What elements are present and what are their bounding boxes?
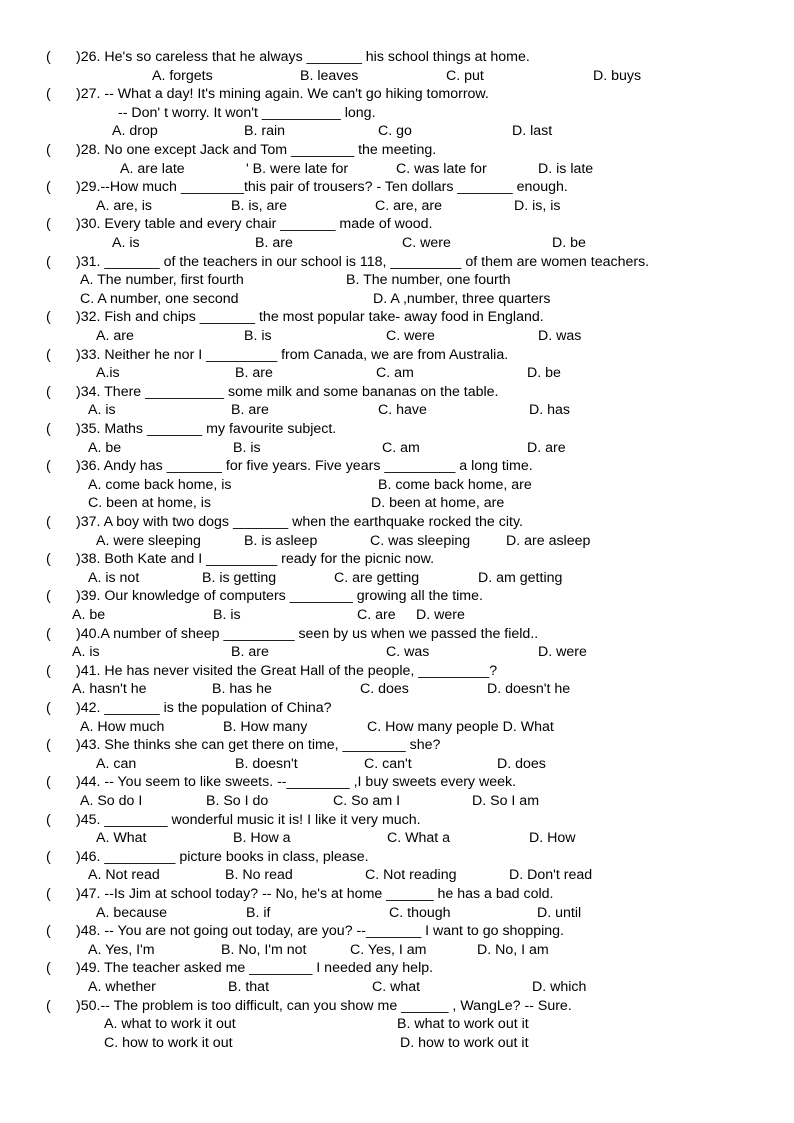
question-line (0, 587, 794, 606)
answer-option[interactable]: A. What (96, 830, 147, 847)
answer-option[interactable]: C. Yes, I am (350, 941, 427, 958)
question-text: )31. _______ of the teachers in our school is 118, _________ of them are women teachers. (76, 253, 650, 270)
answer-option[interactable]: C. been at home, is (88, 495, 212, 512)
answer-option[interactable]: D. which (532, 978, 587, 995)
question-line (0, 48, 794, 67)
answer-option[interactable]: A. hasn't he (72, 681, 147, 698)
question-item (0, 178, 794, 215)
answer-option[interactable]: D. were (538, 644, 587, 661)
answer-option[interactable]: D. been at home, are (371, 495, 505, 512)
answer-option[interactable]: D. buys (593, 67, 642, 84)
question-text: )29.--How much ________this pair of trousers? - Ten dollars _______ enough. (76, 179, 568, 196)
question-text: )42. _______ is the population of China? (76, 700, 332, 716)
answer-option[interactable]: B. is (213, 606, 241, 623)
answer-option[interactable]: C. are getting (334, 569, 420, 586)
answer-paren[interactable]: ( (46, 588, 51, 605)
answer-option[interactable]: C. were (386, 327, 435, 344)
answer-option[interactable]: A. drop (112, 123, 158, 140)
question-text: )28. No one except Jack and Tom ________ the meeting. (76, 142, 437, 158)
question-text: )43. She thinks she can get there on time, ________ she? (76, 737, 441, 754)
answer-option[interactable]: D. has (529, 402, 571, 419)
answer-option[interactable]: B. is getting (202, 569, 277, 586)
answer-option[interactable]: A. were sleeping (96, 532, 201, 549)
answer-option[interactable]: D. be (552, 234, 586, 251)
answer-option[interactable]: C. does (360, 681, 409, 698)
answer-option[interactable]: A. what to work it out (104, 1016, 236, 1033)
answer-paren[interactable]: ( (46, 886, 51, 902)
question-text: )27. -- What a day! It's mining again. We can't go hiking tomorrow. (76, 86, 489, 103)
answer-option[interactable]: A. is (112, 234, 140, 251)
question-line (0, 253, 794, 272)
answer-paren[interactable]: ( (46, 625, 51, 642)
answer-option[interactable]: A. be (72, 606, 106, 623)
answer-option[interactable]: C. can't (364, 755, 412, 772)
question-line (0, 699, 794, 718)
answer-option[interactable]: B. that (228, 978, 270, 995)
question-text: )47. --Is Jim at school today? -- No, he's at home ______ he has a bad cold. (76, 886, 554, 902)
answer-option[interactable]: D. last (512, 123, 553, 140)
question-item (0, 848, 794, 885)
answer-option[interactable]: C. are, are (375, 197, 443, 214)
question-subline (0, 104, 794, 123)
question-item (0, 457, 794, 513)
question-line (0, 215, 794, 234)
question-text: )32. Fish and chips _______ the most popular take- away food in England. (76, 309, 544, 326)
answer-option[interactable]: C. am (376, 365, 414, 382)
answer-option[interactable]: D. doesn't he (487, 681, 571, 698)
answer-paren[interactable]: ( (46, 421, 51, 437)
answer-option[interactable]: A. are, is (96, 197, 152, 214)
question-line (0, 420, 794, 439)
question-item (0, 215, 794, 252)
question-line (0, 922, 794, 941)
answer-option[interactable]: B. what to work out it (397, 1016, 529, 1033)
answer-option[interactable]: A. The number, first fourth (80, 272, 244, 289)
answer-paren[interactable]: ( (46, 774, 51, 791)
answer-option[interactable]: A. be (88, 439, 122, 456)
answer-option[interactable]: D. be (527, 365, 561, 382)
answer-option[interactable]: A.is (96, 365, 120, 382)
answer-paren[interactable]: ( (46, 346, 51, 363)
answer-paren[interactable]: ( (46, 514, 51, 530)
answer-option[interactable]: B. is (233, 439, 261, 456)
question-line (0, 550, 794, 569)
question-line (0, 308, 794, 327)
question-text: )38. Both Kate and I _________ ready for the picnic now. (76, 551, 435, 568)
answer-option[interactable]: C. A number, one second (80, 290, 239, 307)
question-item (0, 346, 794, 383)
question-text: )35. Maths _______ my favourite subject. (76, 421, 337, 437)
answer-option[interactable]: D. is late (538, 160, 594, 177)
answer-option[interactable]: B. if (246, 904, 271, 921)
answer-paren[interactable]: ( (46, 383, 51, 400)
answer-option[interactable]: D. How (529, 830, 576, 847)
answer-paren[interactable]: ( (46, 960, 51, 977)
answer-option[interactable]: ' B. were late for (246, 160, 349, 177)
question-line (0, 141, 794, 160)
answer-option[interactable]: D. was (538, 327, 582, 344)
answer-paren[interactable]: ( (46, 923, 51, 940)
answer-option[interactable]: D. are asleep (506, 532, 591, 549)
question-item (0, 587, 794, 624)
answer-paren[interactable]: ( (46, 458, 51, 475)
answer-option[interactable]: C. how to work it out (104, 1034, 233, 1051)
question-item (0, 811, 794, 848)
question-line (0, 625, 794, 644)
answer-option[interactable]: B. doesn't (235, 755, 298, 772)
answer-option[interactable]: C. have (378, 402, 427, 419)
answer-option[interactable]: D. how to work out it (400, 1034, 529, 1051)
answer-option[interactable]: A. forgets (152, 67, 213, 84)
answer-paren[interactable]: ( (46, 700, 51, 716)
question-item (0, 383, 794, 420)
answer-option[interactable]: B. is asleep (244, 532, 318, 549)
question-item (0, 308, 794, 345)
answer-option[interactable]: A. because (96, 904, 167, 921)
question-text: )26. He's so careless that he always _______ his school things at home. (76, 49, 530, 65)
question-line (0, 848, 794, 867)
answer-option[interactable]: A. is (72, 644, 100, 661)
answer-option[interactable]: C. was sleeping (370, 532, 471, 549)
answer-option[interactable]: D. No, I am (477, 941, 549, 958)
answer-option[interactable]: D. A ,number, three quarters (373, 290, 551, 307)
question-text: )37. A boy with two dogs _______ when the earthquake rocked the city. (76, 514, 523, 530)
question-line (0, 178, 794, 197)
question-item (0, 48, 794, 85)
answer-option[interactable]: D. does (497, 755, 546, 772)
answer-paren[interactable]: ( (46, 848, 51, 865)
answer-option[interactable]: B. So I do (206, 792, 269, 809)
question-item (0, 773, 794, 810)
answer-option[interactable]: D. were (416, 606, 465, 623)
answer-paren[interactable]: ( (46, 737, 51, 754)
answer-option[interactable]: D. is, is (514, 197, 561, 214)
answer-option[interactable]: B. The number, one fourth (346, 272, 511, 289)
answer-option[interactable]: C. are (357, 606, 396, 623)
answer-option[interactable]: B. are (235, 365, 273, 382)
answer-option[interactable]: B. leaves (300, 67, 359, 84)
question-item (0, 662, 794, 699)
question-line (0, 383, 794, 402)
answer-option[interactable]: C. what (372, 978, 421, 995)
question-item (0, 253, 794, 309)
answer-option[interactable]: A. whether (88, 978, 156, 995)
answer-option[interactable]: A. is not (88, 569, 140, 586)
question-text: )36. Andy has _______ for five years. Five years _________ a long time. (76, 458, 533, 475)
answer-option[interactable]: D. Don't read (509, 867, 593, 884)
answer-paren[interactable]: ( (46, 253, 51, 270)
question-text: -- Don' t worry. It won't __________ long. (118, 104, 376, 121)
answer-option[interactable]: A. is (88, 402, 116, 419)
question-line (0, 457, 794, 476)
answer-paren[interactable]: ( (46, 811, 51, 828)
question-text: )46. _________ picture books in class, please. (76, 848, 369, 865)
answer-option[interactable]: C. What a (387, 830, 451, 847)
answer-paren[interactable]: ( (46, 216, 51, 233)
answer-option[interactable]: B. come back home, are (378, 476, 532, 493)
answer-option[interactable]: C. though (389, 904, 451, 921)
question-line (0, 885, 794, 904)
answer-option[interactable]: A. Not read (88, 867, 160, 884)
question-text: )48. -- You are not going out today, are you? --_______ I want to go shopping. (76, 923, 564, 940)
question-text: )40.A number of sheep _________ seen by us when we passed the field.. (76, 625, 539, 642)
question-item (0, 922, 794, 959)
answer-option[interactable]: A. are (96, 327, 134, 344)
answer-option[interactable]: A. can (96, 755, 137, 772)
question-line (0, 773, 794, 792)
answer-paren[interactable]: ( (46, 997, 51, 1014)
question-line (0, 997, 794, 1016)
answer-paren[interactable]: ( (46, 86, 51, 103)
question-item (0, 420, 794, 457)
answer-option[interactable]: D. are (527, 439, 566, 456)
question-text: )45. ________ wonderful music it is! I like it very much. (76, 811, 421, 828)
question-item (0, 141, 794, 178)
answer-option[interactable]: B. rain (244, 123, 286, 140)
answer-paren[interactable]: ( (46, 551, 51, 568)
question-item (0, 736, 794, 773)
question-item (0, 699, 794, 736)
answer-option[interactable]: A. are late (120, 160, 185, 177)
question-text: )41. He has never visited the Great Hall of the people, _________? (76, 662, 498, 679)
question-text: )33. Neither he nor I _________ from Canada, we are from Australia. (76, 346, 509, 363)
answer-paren[interactable]: ( (46, 142, 51, 158)
answer-option[interactable]: B. How many (223, 718, 308, 735)
question-line (0, 346, 794, 365)
answer-paren[interactable]: ( (46, 49, 51, 65)
question-line (0, 513, 794, 532)
question-text: )30. Every table and every chair _______ made of wood. (76, 216, 433, 233)
question-item (0, 550, 794, 587)
answer-option[interactable]: C. How many people D. What (367, 718, 554, 735)
question-item (0, 959, 794, 996)
question-line (0, 85, 794, 104)
question-text: )50.-- The problem is too difficult, can you show me ______ , WangLe? -- Sure. (76, 997, 572, 1014)
answer-paren[interactable]: ( (46, 662, 51, 679)
answer-option[interactable]: B. No read (225, 867, 293, 884)
answer-option[interactable]: B. No, I'm not (221, 941, 307, 958)
answer-option[interactable]: C. am (382, 439, 420, 456)
answer-option[interactable]: B. has he (212, 681, 272, 698)
question-item (0, 997, 794, 1053)
answer-option[interactable]: C. were (402, 234, 451, 251)
answer-paren[interactable]: ( (46, 309, 51, 326)
answer-option[interactable]: B. are (255, 234, 293, 251)
question-line (0, 811, 794, 830)
question-line (0, 736, 794, 755)
question-item (0, 885, 794, 922)
question-text: )49. The teacher asked me ________ I needed any help. (76, 960, 434, 977)
answer-option[interactable]: D. So I am (472, 792, 540, 809)
answer-option[interactable]: B. How a (233, 830, 291, 847)
question-text: )34. There __________ some milk and some bananas on the table. (76, 383, 499, 400)
question-line (0, 959, 794, 978)
answer-option[interactable]: B. are (231, 402, 269, 419)
answer-paren[interactable]: ( (46, 179, 51, 196)
answer-option[interactable]: A. Yes, I'm (88, 941, 155, 958)
answer-option[interactable]: A. come back home, is (88, 476, 232, 493)
answer-option[interactable]: C. put (446, 67, 484, 84)
answer-option[interactable]: C. Not reading (365, 867, 457, 884)
answer-option[interactable]: B. are (231, 644, 269, 661)
answer-option[interactable]: D. until (537, 904, 582, 921)
question-item (0, 625, 794, 662)
answer-option[interactable]: A. How much (80, 718, 165, 735)
answer-option[interactable]: B. is (244, 327, 272, 344)
answer-option[interactable]: D. am getting (478, 569, 563, 586)
answer-option[interactable]: C. go (378, 123, 412, 140)
answer-option[interactable]: B. is, are (231, 197, 287, 214)
answer-option[interactable]: C. was (386, 644, 430, 661)
question-line (0, 662, 794, 681)
question-item (0, 85, 794, 141)
question-text: )39. Our knowledge of computers ________ growing all the time. (76, 588, 483, 605)
answer-option[interactable]: C. So am I (333, 792, 401, 809)
question-item (0, 513, 794, 550)
answer-option[interactable]: C. was late for (396, 160, 487, 177)
question-text: )44. -- You seem to like sweets. --________ ,I buy sweets every week. (76, 774, 517, 791)
answer-option[interactable]: A. So do I (80, 792, 143, 809)
